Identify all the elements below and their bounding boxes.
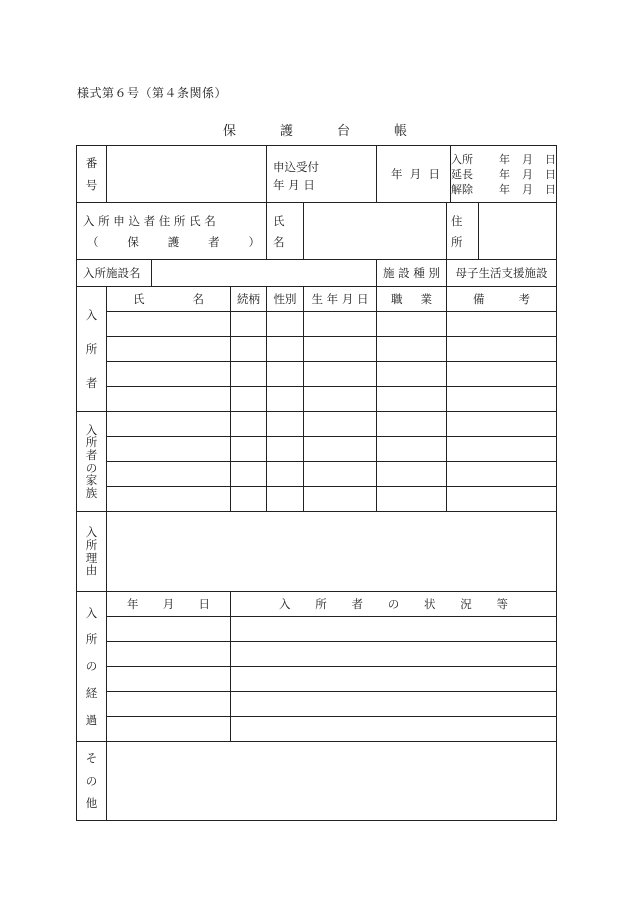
header-char: 考 [518,292,531,306]
side-char: 者 [85,375,98,390]
release-label: 解除 [451,182,474,196]
title-char: 護 [279,124,293,139]
reason-value-cell[interactable] [107,512,557,592]
family-gender-cell[interactable] [267,487,304,512]
admission-date-row [451,152,556,167]
family-name-cell[interactable] [107,412,231,437]
facility-name-label-cell: 入所施設名 [77,260,152,287]
family-occupation-cell[interactable] [377,462,447,487]
resident-name-cell[interactable] [107,362,231,387]
resident-name-cell[interactable] [107,387,231,412]
family-name-cell[interactable] [107,462,231,487]
number-label-char: 号 [85,178,98,192]
resident-occupation-cell[interactable] [377,337,447,362]
header-char: 月 [162,597,175,611]
family-remarks-cell[interactable] [447,437,557,462]
family-birthdate-cell[interactable] [304,412,377,437]
resident-row [77,312,557,337]
family-occupation-cell[interactable] [377,412,447,437]
protection-ledger-table [76,145,557,821]
number-label-char: 番 [85,156,98,170]
resident-occupation-cell[interactable] [377,362,447,387]
side-char: 入 [85,422,98,437]
family-birthdate-cell[interactable] [304,487,377,512]
applicant-label-line1: 入 所 申 込 者 住 所 氏 名 [83,214,216,228]
extension-label: 延長 [451,167,474,181]
header-remarks [447,287,557,312]
resident-relation-cell[interactable] [231,312,267,337]
family-gender-cell[interactable] [267,412,304,437]
resident-row [77,362,557,387]
header-char: 職 [391,292,403,306]
family-row [77,462,557,487]
resident-remarks-cell[interactable] [447,362,557,387]
guardian-char: 者 [208,235,220,249]
guardian-char: 護 [167,235,180,249]
resident-birthdate-cell[interactable] [304,337,377,362]
side-char: 者 [85,447,98,462]
family-relation-cell[interactable] [231,412,267,437]
applicant-name-value-cell[interactable] [304,203,447,260]
family-side-label [77,412,107,512]
side-char: 入 [85,525,98,540]
side-char: 族 [85,485,98,500]
side-char: そ [85,751,98,766]
header-birthdate: 生 年 月 日 [304,287,377,312]
name-label-char: 氏 [273,214,285,228]
extension-date-row [451,167,556,182]
family-relation-cell[interactable] [231,437,267,462]
facility-name-value-cell[interactable] [152,260,377,287]
address-label-char: 所 [451,235,463,249]
progress-status-cell[interactable] [231,617,557,642]
release-date-row [451,182,556,197]
title-char: 保 [222,124,236,139]
resident-remarks-cell[interactable] [447,312,557,337]
month-char: 月 [522,167,534,181]
address-label-char: 住 [451,214,463,228]
side-char: の [85,460,98,475]
side-char: の [85,773,98,788]
header-gender: 性別 [267,287,304,312]
side-char: 経 [85,685,98,700]
family-row [77,487,557,512]
header-char: 状 [424,597,436,611]
month-char: 月 [522,182,534,196]
receipt-date-label-cell [267,146,377,203]
header-char: 等 [496,597,508,611]
header-char: の [387,597,400,611]
resident-row [77,337,557,362]
applicant-name-label-cell [267,203,304,260]
day-char: 日 [428,167,441,181]
name-label-char: 名 [273,235,285,249]
family-gender-cell[interactable] [267,462,304,487]
header-char: 備 [473,292,485,306]
header-char: 名 [192,292,204,306]
document-title [0,120,630,139]
resident-birthdate-cell[interactable] [304,312,377,337]
resident-birthdate-cell[interactable] [304,387,377,412]
side-char: 由 [85,563,98,578]
resident-name-cell[interactable] [107,337,231,362]
resident-remarks-cell[interactable] [447,337,557,362]
family-occupation-cell[interactable] [377,487,447,512]
day-char: 日 [545,167,557,181]
progress-date-cell[interactable] [107,692,231,717]
header-char: 況 [460,597,472,611]
progress-row [77,617,557,642]
form-number: 様式第６号（第４条関係） [77,86,228,100]
facility-type-label-cell: 施 設 種 別 [377,260,447,287]
applicant-label-cell [77,203,267,260]
applicant-label-line2 [83,232,266,252]
resident-relation-cell[interactable] [231,362,267,387]
family-name-cell[interactable] [107,437,231,462]
header-char: 所 [315,597,327,611]
side-char: 過 [85,712,98,727]
progress-date-cell[interactable] [107,642,231,667]
other-side-label [77,742,107,821]
family-remarks-cell[interactable] [447,487,557,512]
family-birthdate-cell[interactable] [304,437,377,462]
side-char: 所 [85,341,98,356]
header-char: 氏 [133,292,145,306]
year-char: 年 [391,167,403,181]
receipt-date-value-cell[interactable] [377,146,451,203]
family-remarks-cell[interactable] [447,462,557,487]
family-relation-cell[interactable] [231,462,267,487]
progress-status-cell[interactable] [231,692,557,717]
year-char: 年 [499,152,511,166]
header-char: 入 [279,597,291,611]
other-value-cell[interactable] [107,742,557,821]
day-char: 日 [545,152,557,166]
resident-gender-cell[interactable] [267,362,304,387]
header-occupation [377,287,447,312]
side-char: 理 [85,550,98,565]
receipt-label-line1: 申込受付 [273,160,320,174]
header-char: 業 [420,292,433,306]
side-char: 所 [85,537,98,552]
family-relation-cell[interactable] [231,487,267,512]
year-char: 年 [499,167,511,181]
side-char: 家 [85,473,98,488]
residents-side-label [77,287,107,412]
resident-remarks-cell[interactable] [447,387,557,412]
family-occupation-cell[interactable] [377,437,447,462]
family-remarks-cell[interactable] [447,412,557,437]
family-birthdate-cell[interactable] [304,462,377,487]
year-char: 年 [499,182,511,196]
family-gender-cell[interactable] [267,437,304,462]
progress-date-cell[interactable] [107,717,231,742]
header-relation: 続柄 [231,287,267,312]
resident-relation-cell[interactable] [231,387,267,412]
family-row [77,437,557,462]
number-value-cell[interactable] [107,146,267,203]
admission-label: 入所 [451,152,474,166]
resident-occupation-cell[interactable] [377,387,447,412]
receipt-label-line2: 年 月 日 [273,178,315,192]
resident-gender-cell[interactable] [267,312,304,337]
paren-close: ） [248,235,260,249]
resident-relation-cell[interactable] [231,337,267,362]
progress-date-cell[interactable] [107,667,231,692]
admission-dates-cell[interactable] [451,146,557,203]
progress-date-cell[interactable] [107,617,231,642]
progress-row [77,667,557,692]
side-char: 他 [85,796,98,811]
side-char: 所 [85,435,98,450]
guardian-char: 保 [127,235,139,249]
side-char: 所 [85,632,98,647]
resident-row [77,387,557,412]
resident-gender-cell[interactable] [267,387,304,412]
header-char: 日 [198,597,210,611]
side-char: 入 [85,307,98,322]
resident-occupation-cell[interactable] [377,312,447,337]
resident-birthdate-cell[interactable] [304,362,377,387]
reason-side-label [77,512,107,592]
family-row [77,412,557,437]
paren-open: （ [87,235,99,249]
month-char: 月 [522,152,534,166]
progress-row [77,717,557,742]
progress-side-label [77,592,107,742]
progress-row [77,692,557,717]
progress-status-cell[interactable] [231,642,557,667]
progress-status-header [231,592,557,617]
side-char: の [85,659,98,674]
number-label-cell [77,146,107,203]
day-char: 日 [545,182,557,196]
title-char: 帳 [394,124,408,139]
progress-row [77,642,557,667]
header-name [107,287,231,312]
facility-type-value-cell: 母子生活支援施設 [447,260,557,287]
progress-date-header [107,592,231,617]
title-char: 台 [337,124,351,139]
month-char: 月 [409,167,422,181]
side-char: 入 [85,605,98,620]
header-char: 者 [351,597,363,611]
applicant-address-label-cell [447,203,479,260]
resident-name-cell[interactable] [107,312,231,337]
header-char: 年 [127,597,139,611]
resident-gender-cell[interactable] [267,337,304,362]
family-name-cell[interactable] [107,487,231,512]
applicant-address-value-cell[interactable] [479,203,557,260]
progress-status-cell[interactable] [231,667,557,692]
progress-status-cell[interactable] [231,717,557,742]
